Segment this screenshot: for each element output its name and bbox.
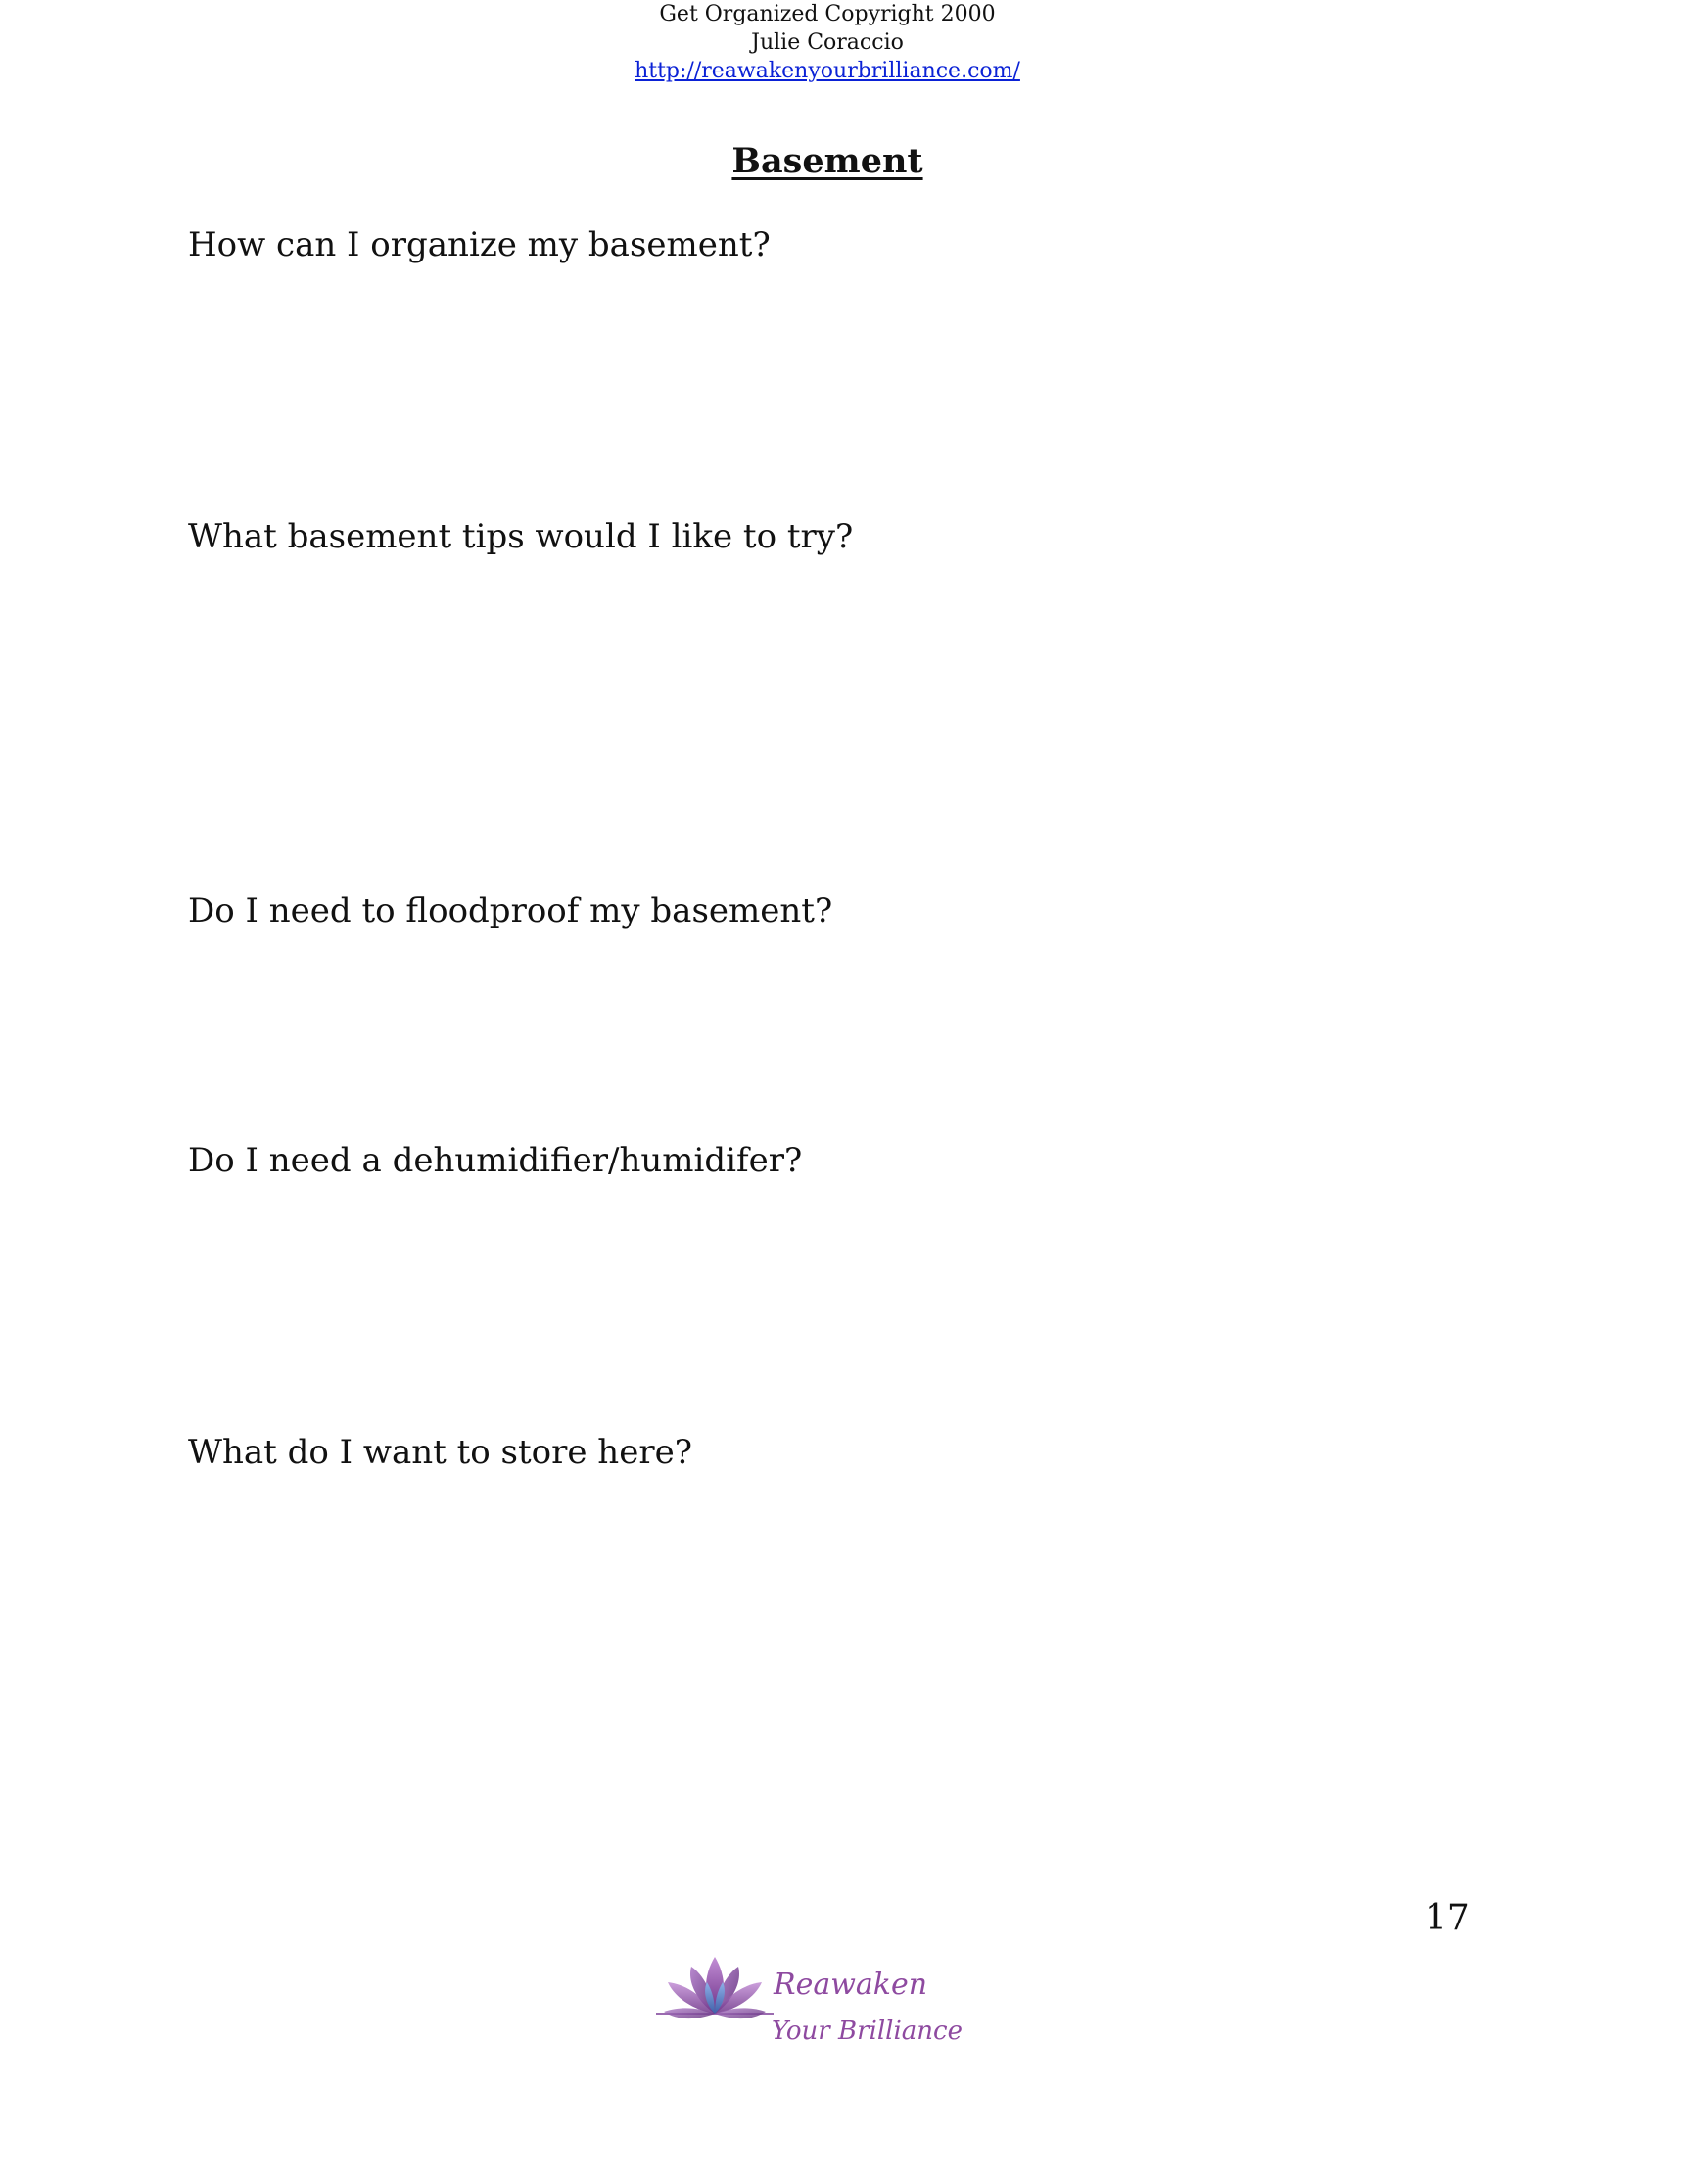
page-header <box>0 0 1655 85</box>
page-number: 17 <box>1425 1898 1470 1938</box>
question-dehumidifier: Do I need a dehumidifier/humidifer? <box>188 1141 803 1180</box>
author-name: Julie Coraccio <box>751 30 904 55</box>
question-floodproof: Do I need to floodproof my basement? <box>188 891 833 930</box>
page-title: Basement <box>731 141 923 181</box>
logo-text-line2: Your Brilliance <box>772 2017 963 2046</box>
question-organize: How can I organize my basement? <box>188 225 771 264</box>
logo-text-line1: Reawaken <box>774 1968 928 2002</box>
website-link[interactable]: http://reawakenyourbrilliance.com/ <box>634 59 1020 83</box>
question-storage: What do I want to store here? <box>188 1433 692 1472</box>
lotus-icon <box>646 1949 963 2066</box>
copyright-line: Get Organized Copyright 2000 <box>659 2 996 26</box>
brand-logo <box>646 1949 963 2066</box>
question-tips: What basement tips would I like to try? <box>188 517 854 556</box>
